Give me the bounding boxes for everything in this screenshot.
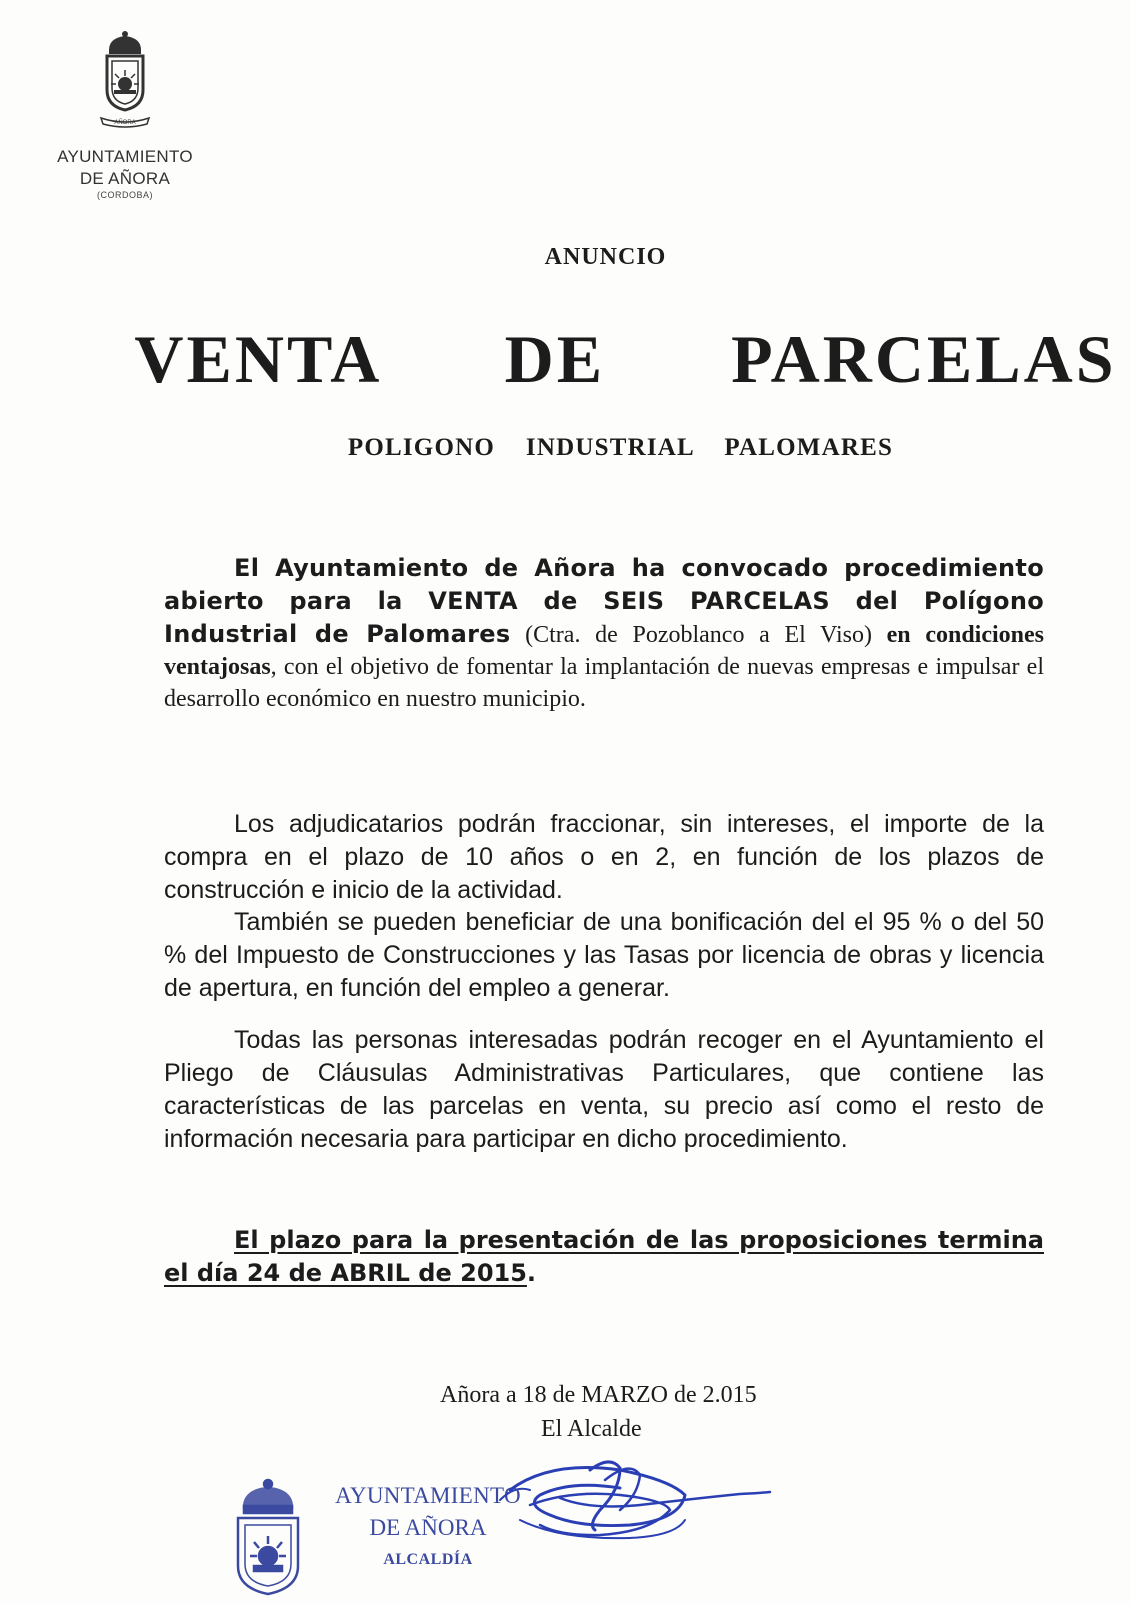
document-type: ANUNCIO xyxy=(544,244,667,270)
intro-road-note: (Ctra. de Pozoblanco a El Viso) xyxy=(510,622,887,648)
paragraph-installments: Los adjudicatarios podrán fraccionar, sin intereses, el importe de la compra en el plazo de 10 años o en 2, en función de los plazos de construcción e inicio de la actividad. xyxy=(164,810,1044,904)
document-title: VENTA DE PARCELAS xyxy=(134,321,1117,397)
paragraph-intro xyxy=(164,552,1044,715)
municipal-crest-icon xyxy=(95,30,155,130)
header-logo-block xyxy=(40,30,210,200)
signer-title: El Alcalde xyxy=(541,1416,642,1442)
deadline-period: . xyxy=(526,1259,537,1287)
stamp-line3: ALCALDÍA xyxy=(383,1551,473,1568)
paragraph-deadline xyxy=(164,1224,1044,1290)
intro-objective: , con el objetivo de fomentar la implantación de nuevas empresas e impulsar el desarrollo económico en nuestro municipio. xyxy=(164,654,1044,712)
deadline-text: El plazo para la presentación de las proposiciones termina el día 24 de ABRIL de 2015 xyxy=(164,1226,1044,1287)
stamp-line2: DE AÑORA xyxy=(369,1515,487,1540)
svg-text:AÑORA: AÑORA xyxy=(114,120,136,126)
paragraph-bonus: También se pueden beneficiar de una bonificación del el 95 % o del 50 % del Impuesto de Construcciones y las Tasas por licencia de obras y licencia de apertura, en función del empleo a generar. xyxy=(164,908,1044,1002)
stamp-crest-icon xyxy=(228,1478,308,1598)
date-line: Añora a 18 de MARZO de 2.015 xyxy=(440,1382,757,1408)
org-name-line1: AYUNTAMIENTO xyxy=(57,147,193,166)
stamp-line1: AYUNTAMIENTO xyxy=(335,1483,521,1508)
paragraph-documentation: Todas las personas interesadas podrán recoger en el Ayuntamiento el Pliego de Cláusulas Administrativas Particulares, que contiene las características de las parcelas en venta, su precio así como el resto de información necesaria para participar en dicho procedimiento. xyxy=(164,1026,1044,1153)
intro-bold-conditions: en condiciones ventajosas xyxy=(164,622,1044,680)
document-subtitle: POLIGONO INDUSTRIAL PALOMARES xyxy=(347,434,894,461)
org-province: (CORDOBA) xyxy=(97,190,153,200)
signature-scribble xyxy=(470,1450,790,1565)
intro-bold-lead: El Ayuntamiento de Añora ha convocado procedimiento abierto para la VENTA de SEIS PARCELAS del Polígono Industrial de Palomares xyxy=(164,554,1044,648)
signature-icon xyxy=(470,1450,790,1560)
org-name-line2: DE AÑORA xyxy=(79,169,171,188)
stamp-crest xyxy=(228,1478,308,1603)
